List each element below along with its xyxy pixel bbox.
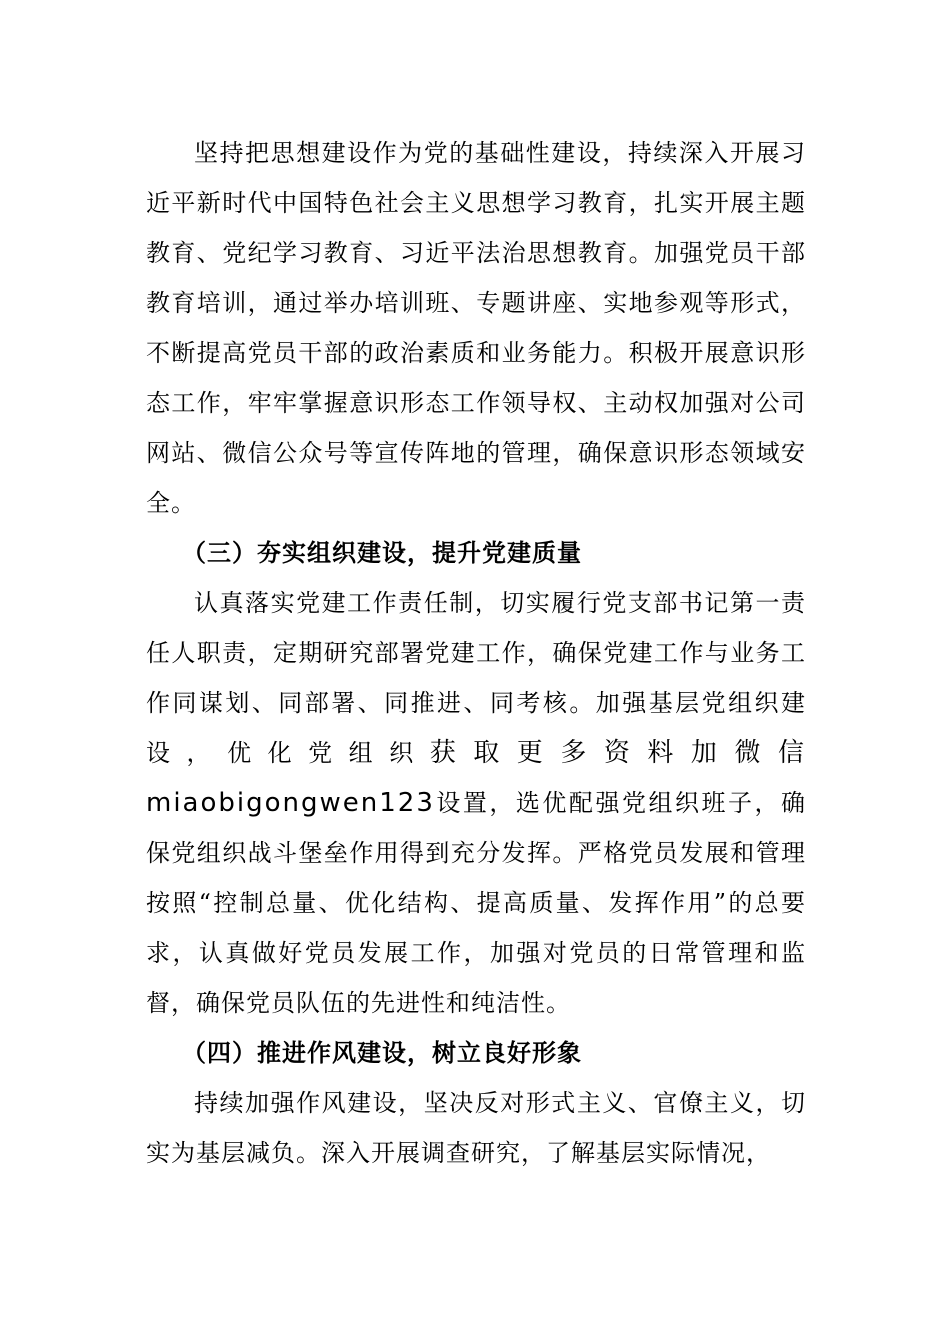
paragraph-organization: [146, 578, 806, 1028]
wechat-ad-text: 获取更多资料加微信miaobigongwen123: [146, 738, 806, 818]
paragraph-ideology: 坚持把思想建设作为党的基础性建设，持续深入开展习近平新时代中国特色社会主义思想学习教育，扎实开展主题教育、党纪学习教育、习近平法治思想教育。加强党员干部教育培训，通过举办培训班、专题讲座、实地参观等形式，不断提高党员干部的政治素质和业务能力。积极开展意识形态工作，牢牢掌握意识形态工作领导权、主动权加强对公司网站、微信公众号等宣传阵地的管理，确保意识形态领域安全。: [146, 139, 806, 517]
heading-work-style: （四）推进作风建设，树立良好形象: [182, 1039, 582, 1067]
heading-organization: （三）夯实组织建设，提升党建质量: [182, 539, 582, 567]
document-body: [146, 128, 806, 1178]
paragraph-work-style: 持续加强作风建设，坚决反对形式主义、官僚主义，切实为基层减负。深入开展调查研究，了解基层实际情况，: [146, 1089, 806, 1167]
paragraph-organization-part1: 认真落实党建工作责任制，切实履行党支部书记第一责任人职责，定期研究部署党建工作，确保党建工作与业务工作同谋划、同部署、同推进、同考核。加强基层党组织建设，优化党组织: [146, 589, 806, 767]
paragraph-organization-part2: 设置，选优配强党组织班子，确保党组织战斗堡垒作用得到充分发挥。严格党员发展和管理按照“控制总量、优化结构、提高质量、发挥作用”的总要求，认真做好党员发展工作，加强对党员的日常管理和监督，确保党员队伍的先进性和纯洁性。: [146, 789, 806, 1017]
